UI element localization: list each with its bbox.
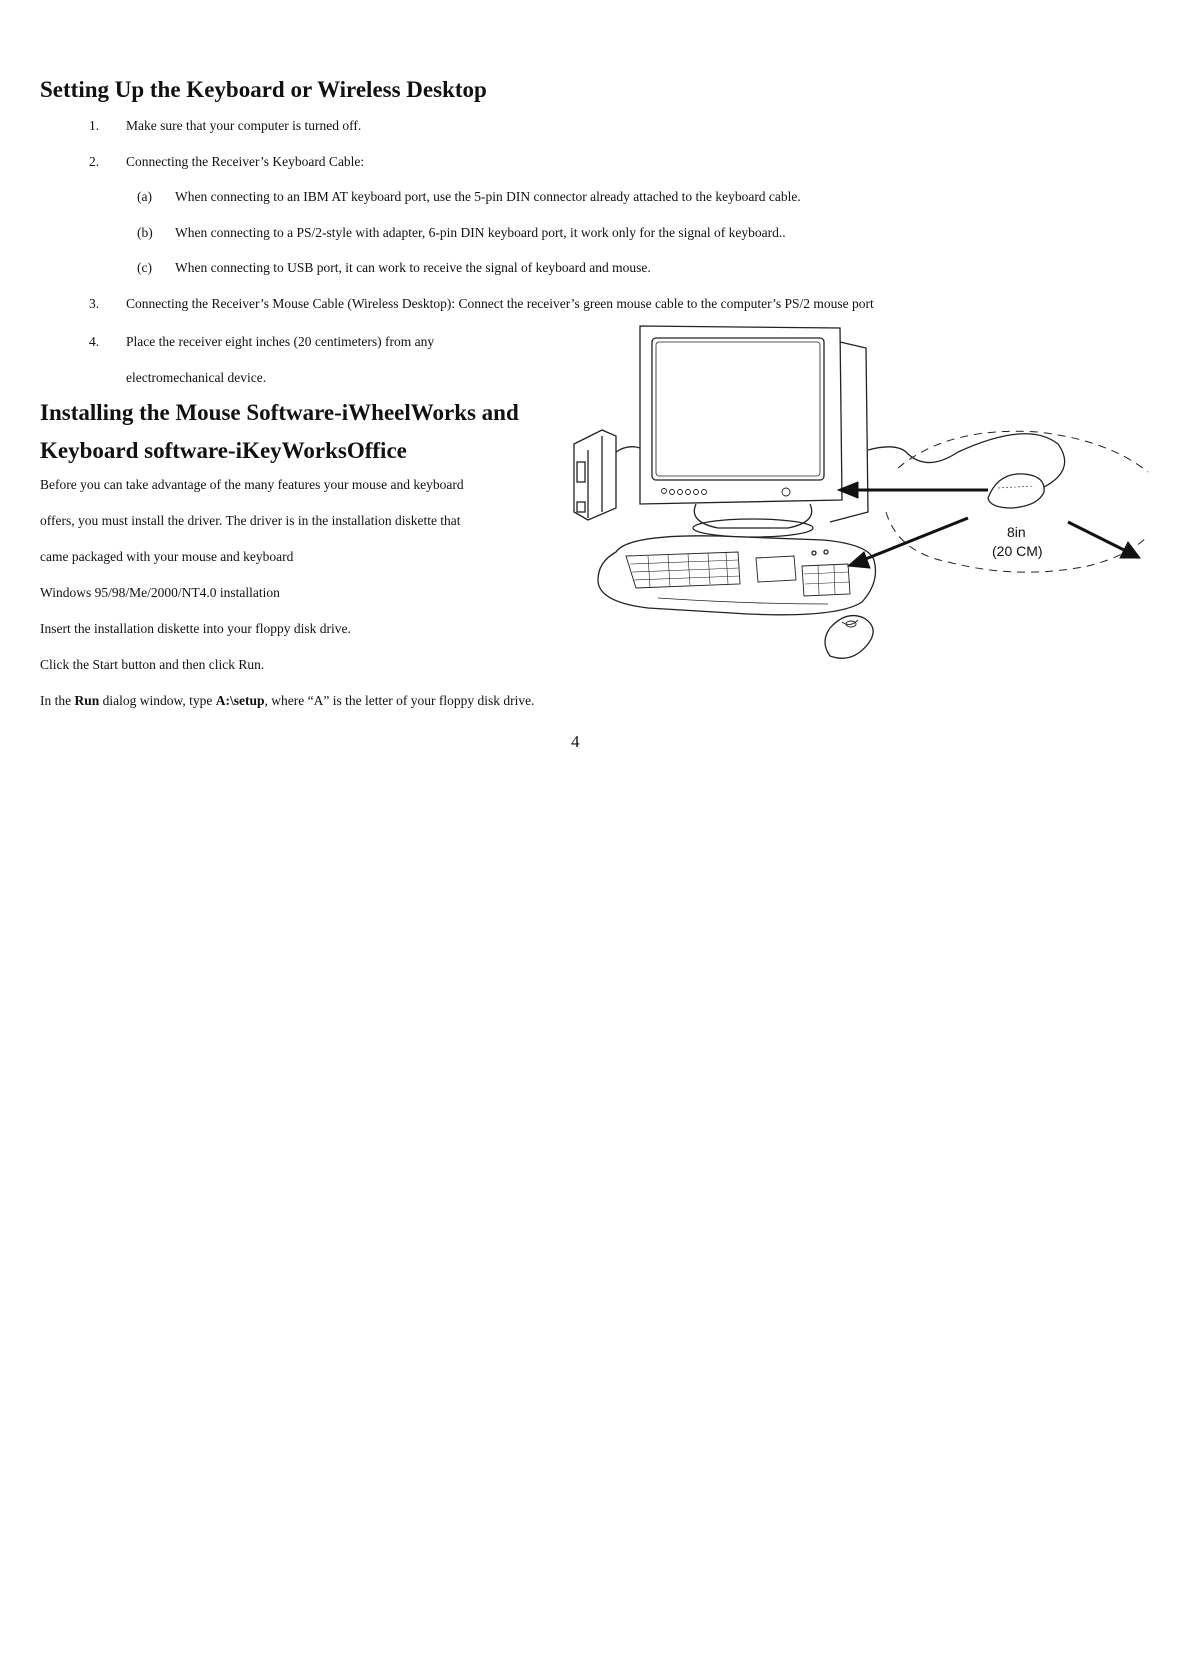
section-title-install-line1: Installing the Mouse Software-iWheelWorks and	[40, 400, 519, 425]
section-title-install-line2: Keyboard software-iKeyWorksOffice	[40, 438, 407, 463]
distance-label: 8in	[1007, 524, 1026, 540]
substep-text: When connecting to an IBM AT keyboard port, use the 5-pin DIN connector already attached to the keyboard cable.	[175, 189, 801, 204]
step-number: 2.	[89, 154, 100, 169]
distance-metric-label: (20 CM)	[992, 543, 1043, 559]
arrow-to-keyboard	[858, 518, 968, 562]
paragraph-line: Insert the installation diskette into your floppy disk drive.	[40, 621, 351, 636]
setup-illustration	[568, 322, 1158, 672]
receiver-icon	[988, 474, 1044, 508]
step-text: Place the receiver eight inches (20 centimeters) from any	[126, 334, 435, 349]
step-number: 1.	[89, 118, 100, 133]
run-keyword: Run	[74, 693, 100, 708]
substep-text: When connecting to a PS/2-style with adapter, 6-pin DIN keyboard port, it work only for the signal of keyboard..	[175, 225, 786, 240]
substep-text: When connecting to USB port, it can work to receive the signal of keyboard and mouse.	[175, 260, 651, 275]
page-number: 4	[571, 732, 580, 751]
step-number: 3.	[89, 296, 100, 311]
step-number: 4.	[89, 334, 100, 349]
run-instruction: In the Run dialog window, type A:\setup, where “A” is the letter of your floppy disk drive.	[40, 693, 535, 708]
keyboard-icon	[598, 536, 876, 615]
mouse-icon	[825, 616, 873, 659]
step-text: Make sure that your computer is turned off.	[126, 118, 362, 133]
step-text-continued: electromechanical device.	[126, 370, 267, 385]
section-title-setup: Setting Up the Keyboard or Wireless Desktop	[40, 77, 487, 102]
paragraph-line: Before you can take advantage of the many features your mouse and keyboard	[40, 477, 464, 492]
setup-command: A:\setup	[215, 693, 265, 708]
diskette-drive-icon	[574, 430, 616, 520]
paragraph-line: came packaged with your mouse and keyboard	[40, 549, 294, 564]
substep-label: (c)	[137, 260, 152, 275]
paragraph-line: Windows 95/98/Me/2000/NT4.0 installation	[40, 585, 280, 600]
step-text: Connecting the Receiver’s Keyboard Cable:	[126, 154, 365, 169]
paragraph-line: offers, you must install the driver. The driver is in the installation diskette that	[40, 513, 461, 528]
step-text: Connecting the Receiver’s Mouse Cable (Wireless Desktop): Connect the receiver’s green mouse cable to the computer’s PS/2 mouse port	[126, 296, 874, 311]
substep-label: (b)	[137, 225, 153, 240]
substep-label: (a)	[137, 189, 152, 204]
monitor-icon	[640, 326, 842, 504]
paragraph-line: Click the Start button and then click Run.	[40, 657, 265, 672]
arrow-to-right	[1068, 522, 1128, 552]
